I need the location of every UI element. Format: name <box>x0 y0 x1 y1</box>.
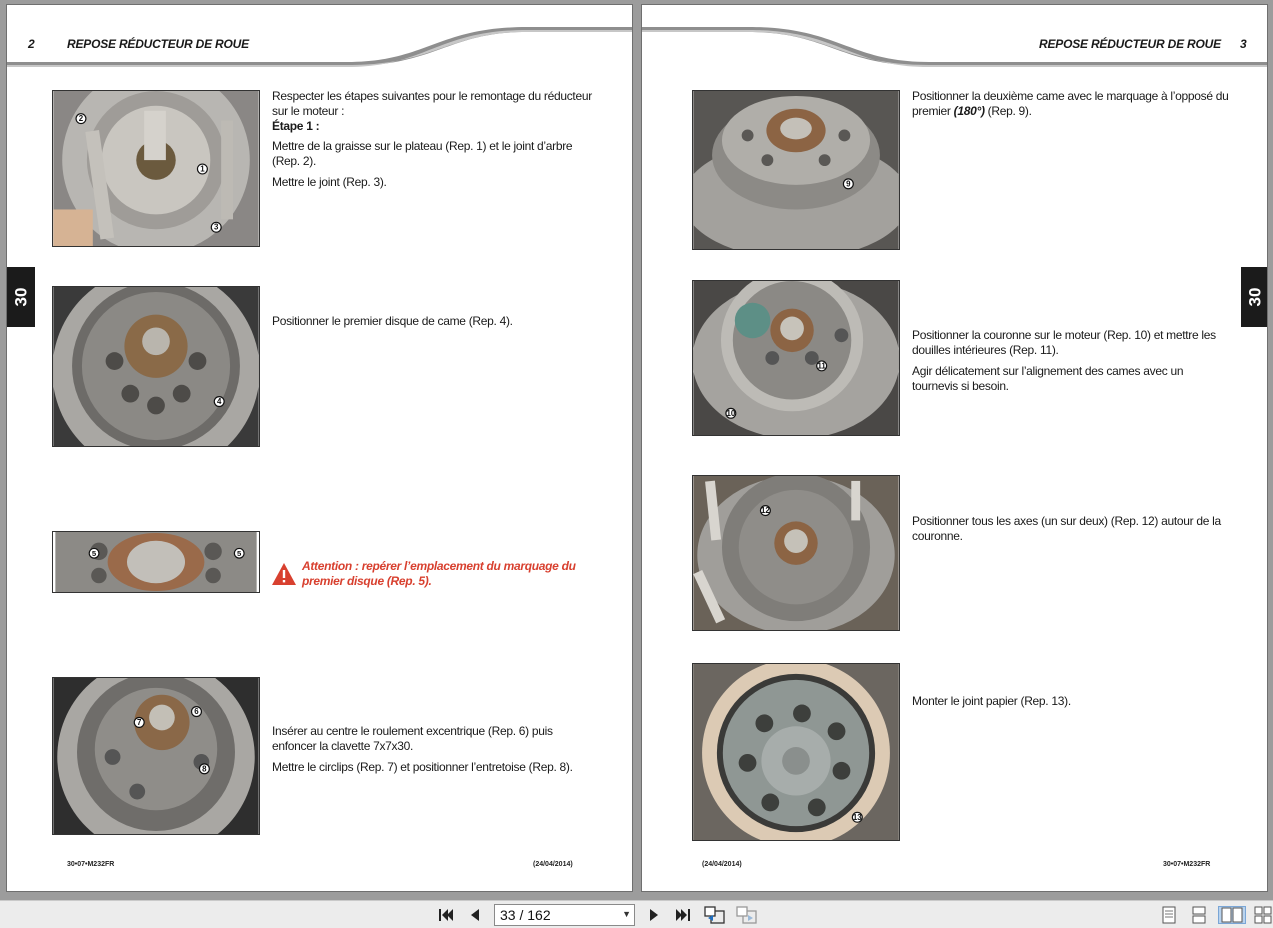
marker-13 <box>852 812 862 822</box>
chevron-down-icon[interactable]: ▼ <box>622 909 631 919</box>
svg-text:4: 4 <box>217 397 222 407</box>
warning-icon <box>271 562 297 586</box>
continuous-icon[interactable] <box>1190 906 1208 924</box>
marker-1 <box>197 164 207 174</box>
step-heading: Étape 1 : <box>272 119 320 133</box>
warning-text: Attention : repérer l’emplacement du marquage du premier disque (Rep. 5). <box>302 559 576 588</box>
continuous-two-page-icon[interactable] <box>1254 906 1272 924</box>
svg-text:13: 13 <box>852 812 862 822</box>
svg-text:6: 6 <box>194 707 199 717</box>
step-6-photo <box>692 280 900 436</box>
chapter-tab: 30 <box>1241 267 1268 327</box>
step-6-text: Positionner la couronne sur le moteur (Rep. 10) et mettre les douilles intérieures (Rep. 11). Agir délicatement sur l’alignement des cames avec un tournevis si besoin. <box>912 328 1216 393</box>
previous-page-icon[interactable] <box>466 906 484 924</box>
step-5-text: Positionner la deuxième came avec le marquage à l’opposé du premier (180°) (Rep. 9). <box>912 89 1229 118</box>
svg-text:12: 12 <box>761 506 770 516</box>
marker-9 <box>843 179 853 189</box>
svg-text:11: 11 <box>817 361 826 371</box>
svg-text:10: 10 <box>726 408 736 418</box>
step-2-photo <box>52 286 260 447</box>
next-page-icon[interactable] <box>645 906 663 924</box>
footer-date: (24/04/2014) <box>533 861 573 868</box>
page-number-input[interactable]: 33 / 162 ▼ <box>494 904 635 926</box>
next-view-icon[interactable] <box>736 906 758 924</box>
page-title: REPOSE RÉDUCTEUR DE ROUE <box>1039 37 1221 51</box>
marker-10 <box>726 408 736 418</box>
right-page <box>641 4 1268 892</box>
step-5-photo <box>692 90 900 250</box>
step-8-text: Monter le joint papier (Rep. 13). <box>912 694 1071 708</box>
left-page <box>6 4 633 892</box>
footer-date: (24/04/2014) <box>702 861 742 868</box>
page-title: REPOSE RÉDUCTEUR DE ROUE <box>67 37 249 51</box>
svg-text:1: 1 <box>200 164 205 174</box>
marker-5a <box>89 548 99 558</box>
step-7-photo <box>692 475 900 631</box>
svg-text:3: 3 <box>214 222 219 232</box>
last-page-icon[interactable] <box>673 906 693 924</box>
chapter-tab: 30 <box>7 267 35 327</box>
viewer-toolbar <box>0 900 1273 928</box>
marker-3 <box>211 222 221 232</box>
step-7-text: Positionner tous les axes (un sur deux) (Rep. 12) autour de la couronne. <box>912 514 1221 543</box>
step-8-photo <box>692 663 900 841</box>
footer-reference: 30•07•M232FR <box>67 861 115 868</box>
page-number: 2 <box>28 37 35 51</box>
single-page-icon[interactable] <box>1160 906 1178 924</box>
step-1-photo <box>52 90 260 247</box>
footer-reference: 30•07•M232FR <box>1163 861 1211 868</box>
svg-text:8: 8 <box>202 764 207 774</box>
svg-text:2: 2 <box>78 114 84 124</box>
marker-4 <box>214 397 224 407</box>
marker-8 <box>199 764 209 774</box>
step-4-text: Insérer au centre le roulement excentrique (Rep. 6) puis enfoncer la clavette 7x7x30. Mettre le circlips (Rep. 7) et positionner l’entretoise (Rep. 8). <box>272 724 573 774</box>
marker-2 <box>76 114 86 124</box>
step-4-photo <box>52 677 260 835</box>
first-page-icon[interactable] <box>436 906 456 924</box>
marker-7 <box>134 717 144 727</box>
marker-11 <box>817 361 827 371</box>
marker-12 <box>760 506 770 516</box>
step-3-photo <box>52 531 260 593</box>
svg-text:9: 9 <box>846 179 851 189</box>
two-page-icon[interactable] <box>1218 906 1246 924</box>
step-1-text: Respecter les étapes suivantes pour le remontage du réducteur sur le moteur : Étape 1 : Mettre de la graisse sur le plateau (Rep. 1) et le joint d’arbre (Rep. 2). Mettre le joint (Rep. 3). <box>272 89 592 189</box>
marker-5b <box>234 548 244 558</box>
svg-text:5: 5 <box>91 548 97 558</box>
svg-text:5: 5 <box>237 548 242 558</box>
step-2-text: Positionner le premier disque de came (Rep. 4). <box>272 314 513 328</box>
marker-6 <box>192 707 202 717</box>
previous-view-icon[interactable] <box>704 906 726 924</box>
svg-text:7: 7 <box>137 717 142 727</box>
page-number: 3 <box>1240 37 1247 51</box>
